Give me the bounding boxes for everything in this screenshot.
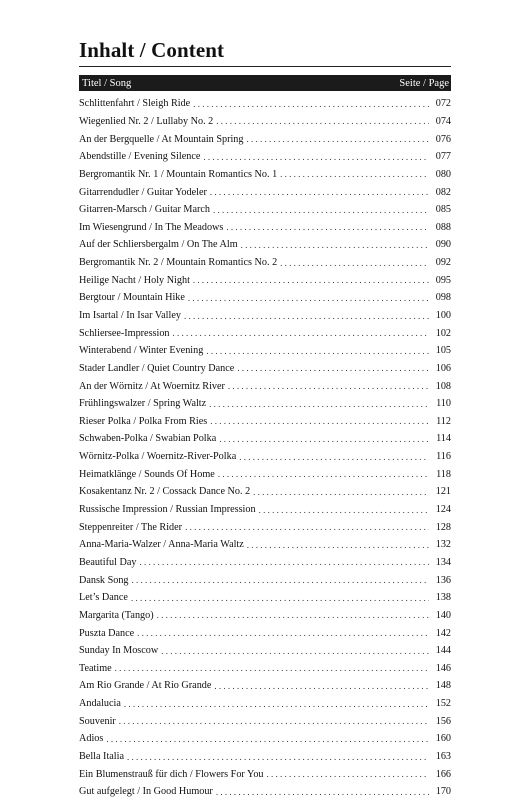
toc-entry xyxy=(79,677,451,695)
toc-entry xyxy=(79,712,451,730)
dot-leader xyxy=(241,240,429,250)
toc-entry-title: Steppenreiter / The Rider xyxy=(79,521,183,533)
toc-entry xyxy=(79,483,451,501)
toc-entry-page: 074 xyxy=(435,115,451,127)
dot-leader xyxy=(219,434,429,444)
contents-list xyxy=(79,95,451,801)
toc-entry-title: Beautiful Day xyxy=(79,556,137,568)
toc-entry-title: Let’s Dance xyxy=(79,592,128,604)
toc-entry-title: Heilige Nacht / Holy Night xyxy=(79,274,190,286)
toc-entry-title: Souvenir xyxy=(79,715,116,727)
dot-leader xyxy=(239,452,429,462)
dot-leader xyxy=(185,522,429,532)
toc-entry-page: 160 xyxy=(435,733,451,745)
toc-entry xyxy=(79,571,451,589)
toc-entry-page: 092 xyxy=(435,257,451,269)
toc-entry-title: Dansk Song xyxy=(79,574,129,586)
dot-leader xyxy=(237,363,429,373)
dot-leader xyxy=(247,134,430,144)
toc-entry-page: 166 xyxy=(435,768,451,780)
toc-entry xyxy=(79,254,451,272)
toc-entry xyxy=(79,536,451,554)
title-underline xyxy=(79,66,451,67)
dot-leader xyxy=(131,593,429,603)
dot-leader xyxy=(226,222,429,232)
toc-entry xyxy=(79,783,451,801)
dot-leader xyxy=(214,681,429,691)
toc-entry-title: Bella Italia xyxy=(79,751,124,763)
toc-entry-title: Bergromantik Nr. 2 / Mountain Romantics No. 2 xyxy=(79,257,278,269)
toc-entry-page: 114 xyxy=(436,433,451,445)
toc-entry xyxy=(79,148,451,166)
toc-entry xyxy=(79,95,451,113)
toc-entry xyxy=(79,607,451,625)
toc-entry xyxy=(79,201,451,219)
toc-entry xyxy=(79,166,451,184)
toc-entry xyxy=(79,113,451,131)
toc-entry-page: 124 xyxy=(435,504,451,516)
toc-entry-page: 088 xyxy=(435,221,451,233)
toc-entry-page: 152 xyxy=(435,698,451,710)
toc-entry xyxy=(79,413,451,431)
dot-leader xyxy=(206,346,429,356)
toc-entry xyxy=(79,518,451,536)
toc-entry xyxy=(79,430,451,448)
toc-entry-title: An der Wörnitz / At Woernitz River xyxy=(79,380,225,392)
toc-entry-title: Russische Impression / Russian Impression xyxy=(79,504,256,516)
toc-entry-title: Am Rio Grande / At Rio Grande xyxy=(79,680,212,692)
dot-leader xyxy=(216,116,429,126)
toc-entry xyxy=(79,324,451,342)
dot-leader xyxy=(247,540,429,550)
toc-entry xyxy=(79,501,451,519)
toc-entry xyxy=(79,183,451,201)
toc-entry-page: 156 xyxy=(435,715,451,727)
dot-leader xyxy=(161,646,429,656)
toc-entry-title: Schwaben-Polka / Swabian Polka xyxy=(79,433,217,445)
dot-leader xyxy=(259,505,429,515)
toc-entry-page: 105 xyxy=(435,345,451,357)
toc-entry-title: Auf der Schliersbergalm / On The Alm xyxy=(79,239,238,251)
toc-entry-title: Schliersee-Impression xyxy=(79,327,170,339)
dot-leader xyxy=(210,187,429,197)
dot-leader xyxy=(280,169,429,179)
dot-leader xyxy=(216,787,429,797)
toc-entry xyxy=(79,289,451,307)
dot-leader xyxy=(132,575,429,585)
header-page-label: Seite / Page xyxy=(399,77,449,89)
toc-entry-title: Im Isartal / In Isar Valley xyxy=(79,310,181,321)
toc-entry-title: Gitarrendudler / Guitar Yodeler xyxy=(79,186,207,198)
dot-leader xyxy=(267,769,429,779)
dot-leader xyxy=(137,628,429,638)
dot-leader xyxy=(210,416,429,426)
toc-entry-title: Bergtour / Mountain Hike xyxy=(79,292,185,304)
toc-entry-title: Margarita (Tango) xyxy=(79,609,154,621)
toc-entry xyxy=(79,360,451,378)
toc-entry xyxy=(79,554,451,572)
toc-entry-page: 072 xyxy=(435,98,451,110)
dot-leader xyxy=(184,311,429,321)
toc-entry-page: 144 xyxy=(435,645,451,657)
toc-entry-page: 077 xyxy=(435,151,451,163)
toc-entry-title: Frühlingswalzer / Spring Waltz xyxy=(79,398,207,410)
dot-leader xyxy=(280,258,429,268)
toc-entry-title: An der Bergquelle / At Mountain Spring xyxy=(79,133,244,145)
toc-entry-title: Wiegenlied Nr. 2 / Lullaby No. 2 xyxy=(79,115,214,127)
toc-entry-page: 132 xyxy=(435,539,451,551)
toc-entry-title: Teatime xyxy=(79,662,112,674)
dot-leader xyxy=(157,610,429,620)
dot-leader xyxy=(106,734,429,744)
table-header xyxy=(79,75,451,91)
toc-entry-title: Ein Blumenstrauß für dich / Flowers For You xyxy=(79,768,264,780)
toc-entry-title: Andalucia xyxy=(79,698,121,710)
toc-entry-title: Im Wiesengrund / In The Meadows xyxy=(79,221,224,233)
toc-entry-page: 106 xyxy=(435,362,451,374)
toc-entry-title: Anna-Maria-Walzer / Anna-Maria Waltz xyxy=(79,539,244,551)
dot-leader xyxy=(119,716,429,726)
toc-entry xyxy=(79,236,451,254)
toc-entry-page: 116 xyxy=(436,451,451,463)
toc-entry-page: 146 xyxy=(435,662,451,674)
toc-entry xyxy=(79,695,451,713)
toc-entry xyxy=(79,307,451,325)
toc-entry xyxy=(79,589,451,607)
toc-entry-title: Puszta Dance xyxy=(79,627,135,639)
toc-entry-page: 140 xyxy=(435,609,451,621)
dot-leader xyxy=(188,293,429,303)
toc-entry xyxy=(79,465,451,483)
toc-entry xyxy=(79,642,451,660)
toc-entry-page: 108 xyxy=(435,380,451,392)
toc-entry-title: Schlittenfahrt / Sleigh Ride xyxy=(79,98,191,110)
dot-leader xyxy=(213,205,429,215)
toc-entry xyxy=(79,624,451,642)
dot-leader xyxy=(218,469,429,479)
toc-entry xyxy=(79,748,451,766)
toc-entry-page: 148 xyxy=(435,680,451,692)
toc-entry-page: 095 xyxy=(435,274,451,286)
toc-entry-title: Bergromantik Nr. 1 / Mountain Romantics No. 1 xyxy=(79,168,278,180)
toc-entry-page: 118 xyxy=(436,468,451,480)
toc-entry-title: Gut aufgelegt / In Good Humour xyxy=(79,786,213,798)
toc-entry-title: Wörnitz-Polka / Woernitz-River-Polka xyxy=(79,451,237,463)
toc-entry xyxy=(79,377,451,395)
toc-entry xyxy=(79,660,451,678)
toc-entry-page: 163 xyxy=(435,751,451,763)
toc-entry-page: 098 xyxy=(435,292,451,304)
toc-entry-page: 102 xyxy=(435,327,451,339)
dot-leader xyxy=(173,328,429,338)
toc-entry xyxy=(79,271,451,289)
dot-leader xyxy=(209,399,429,409)
toc-entry-page: 112 xyxy=(436,415,451,427)
dot-leader xyxy=(127,752,429,762)
dot-leader xyxy=(124,699,429,709)
toc-entry xyxy=(79,342,451,360)
toc-entry xyxy=(79,448,451,466)
toc-entry-page: 080 xyxy=(435,168,451,180)
dot-leader xyxy=(139,557,429,567)
toc-entry-page: 121 xyxy=(435,486,451,498)
toc-entry-title: Winterabend / Winter Evening xyxy=(79,345,204,357)
toc-entry-page: 076 xyxy=(435,133,451,145)
toc-entry-page: 128 xyxy=(435,521,451,533)
toc-entry-title: Heimatklänge / Sounds Of Home xyxy=(79,468,215,480)
toc-entry xyxy=(79,218,451,236)
toc-entry xyxy=(79,765,451,783)
toc-entry-page: 082 xyxy=(435,186,451,198)
toc-entry-page: 090 xyxy=(435,239,451,251)
toc-entry xyxy=(79,130,451,148)
dot-leader xyxy=(203,152,429,162)
toc-entry-title: Stader Landler / Quiet Country Dance xyxy=(79,362,235,374)
toc-entry-page: 136 xyxy=(435,574,451,586)
dot-leader xyxy=(193,275,429,285)
toc-entry-title: Abendstille / Evening Silence xyxy=(79,151,201,163)
toc-entry-title: Kosakentanz Nr. 2 / Cossack Dance No. 2 xyxy=(79,486,251,498)
toc-entry-page: 134 xyxy=(435,556,451,568)
dot-leader xyxy=(253,487,429,497)
toc-entry xyxy=(79,730,451,748)
toc-entry-page: 100 xyxy=(435,310,451,321)
dot-leader xyxy=(228,381,429,391)
toc-entry xyxy=(79,395,451,413)
page-title: Inhalt / Content xyxy=(79,38,225,62)
dot-leader xyxy=(115,663,429,673)
toc-entry-title: Sunday In Moscow xyxy=(79,645,159,657)
header-song-label: Titel / Song xyxy=(82,77,132,89)
toc-entry-page: 170 xyxy=(435,786,451,798)
toc-entry-page: 085 xyxy=(435,204,451,216)
toc-entry-page: 110 xyxy=(436,398,451,410)
toc-entry-title: Adios xyxy=(79,733,104,745)
toc-entry-page: 142 xyxy=(435,627,451,639)
toc-entry-title: Gitarren-Marsch / Guitar March xyxy=(79,204,210,216)
toc-entry-title: Rieser Polka / Polka From Ries xyxy=(79,415,208,427)
dot-leader xyxy=(193,99,429,109)
toc-entry-page: 138 xyxy=(435,592,451,604)
